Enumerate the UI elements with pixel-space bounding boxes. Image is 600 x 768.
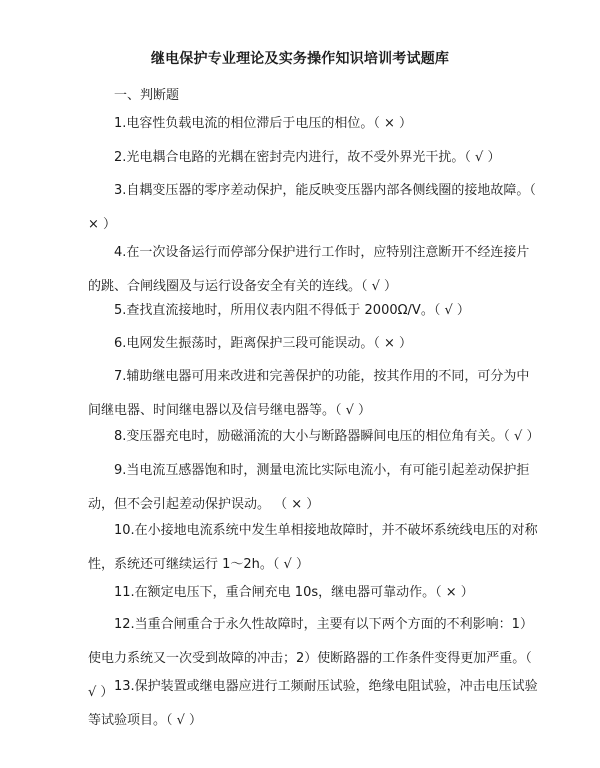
question-item-8: 8.变压器充电时，励磁涌流的大小与断路器瞬间电压的相位角有关。（ √ ） [114,429,540,444]
question-item-5: 5.查找直流接地时，所用仪表内阻不得低于 2000Ω/V。（ √ ） [114,303,470,318]
question-item-4: 4.在一次设备运行而停部分保护进行工作时，应特别注意断开不经连接片的跳、合闸线圈及与运行设备安全有关的连线。（ √ ） [88,245,530,294]
question-item-11: 11.在额定电压下，重合闸充电 10s，继电器可靠动作。（ × ） [114,585,474,600]
question-item-9: 9.当电流互感器饱和时，测量电流比实际电流小，有可能引起差动保护拒动，但不会引起差动保护误动。 （ × ） [88,463,530,512]
section-heading: 一、判断题 [114,88,180,103]
question-item-6: 6.电网发生振荡时，距离保护三段可能误动。（ × ） [114,336,413,351]
question-item-2: 2.光电耦合电路的光耦在密封壳内进行，故不受外界光干扰。（ √ ） [114,150,501,165]
question-item-13: 13.保护装置或继电器应进行工频耐压试验，绝缘电阻试验，冲击电压试验等试验项目。（ √ ） [88,679,538,728]
question-item-10: 10.在小接地电流系统中发生单相接地故障时，并不破坏系统线电压的对称性，系统还可继续运行 1～2h。（ √ ） [88,523,538,572]
question-item-12: 12.当重合闸重合于永久性故障时，主要有以下两个方面的不利影响：1）使电力系统又一次受到故障的冲击；2）使断路器的工作条件变得更加严重。（ √ ） [88,617,533,700]
question-item-3: 3.自耦变压器的零序差动保护，能反映变压器内部各侧线圈的接地故障。（ × ） [88,183,536,232]
document-title: 继电保护专业理论及实务操作知识培训考试题库 [150,51,450,67]
question-item-1: 1.电容性负载电流的相位滞后于电压的相位。（ × ） [114,116,413,131]
question-item-7: 7.辅助继电器可用来改进和完善保护的功能，按其作用的不同，可分为中间继电器、时间继电器以及信号继电器等。（ √ ） [88,369,530,418]
